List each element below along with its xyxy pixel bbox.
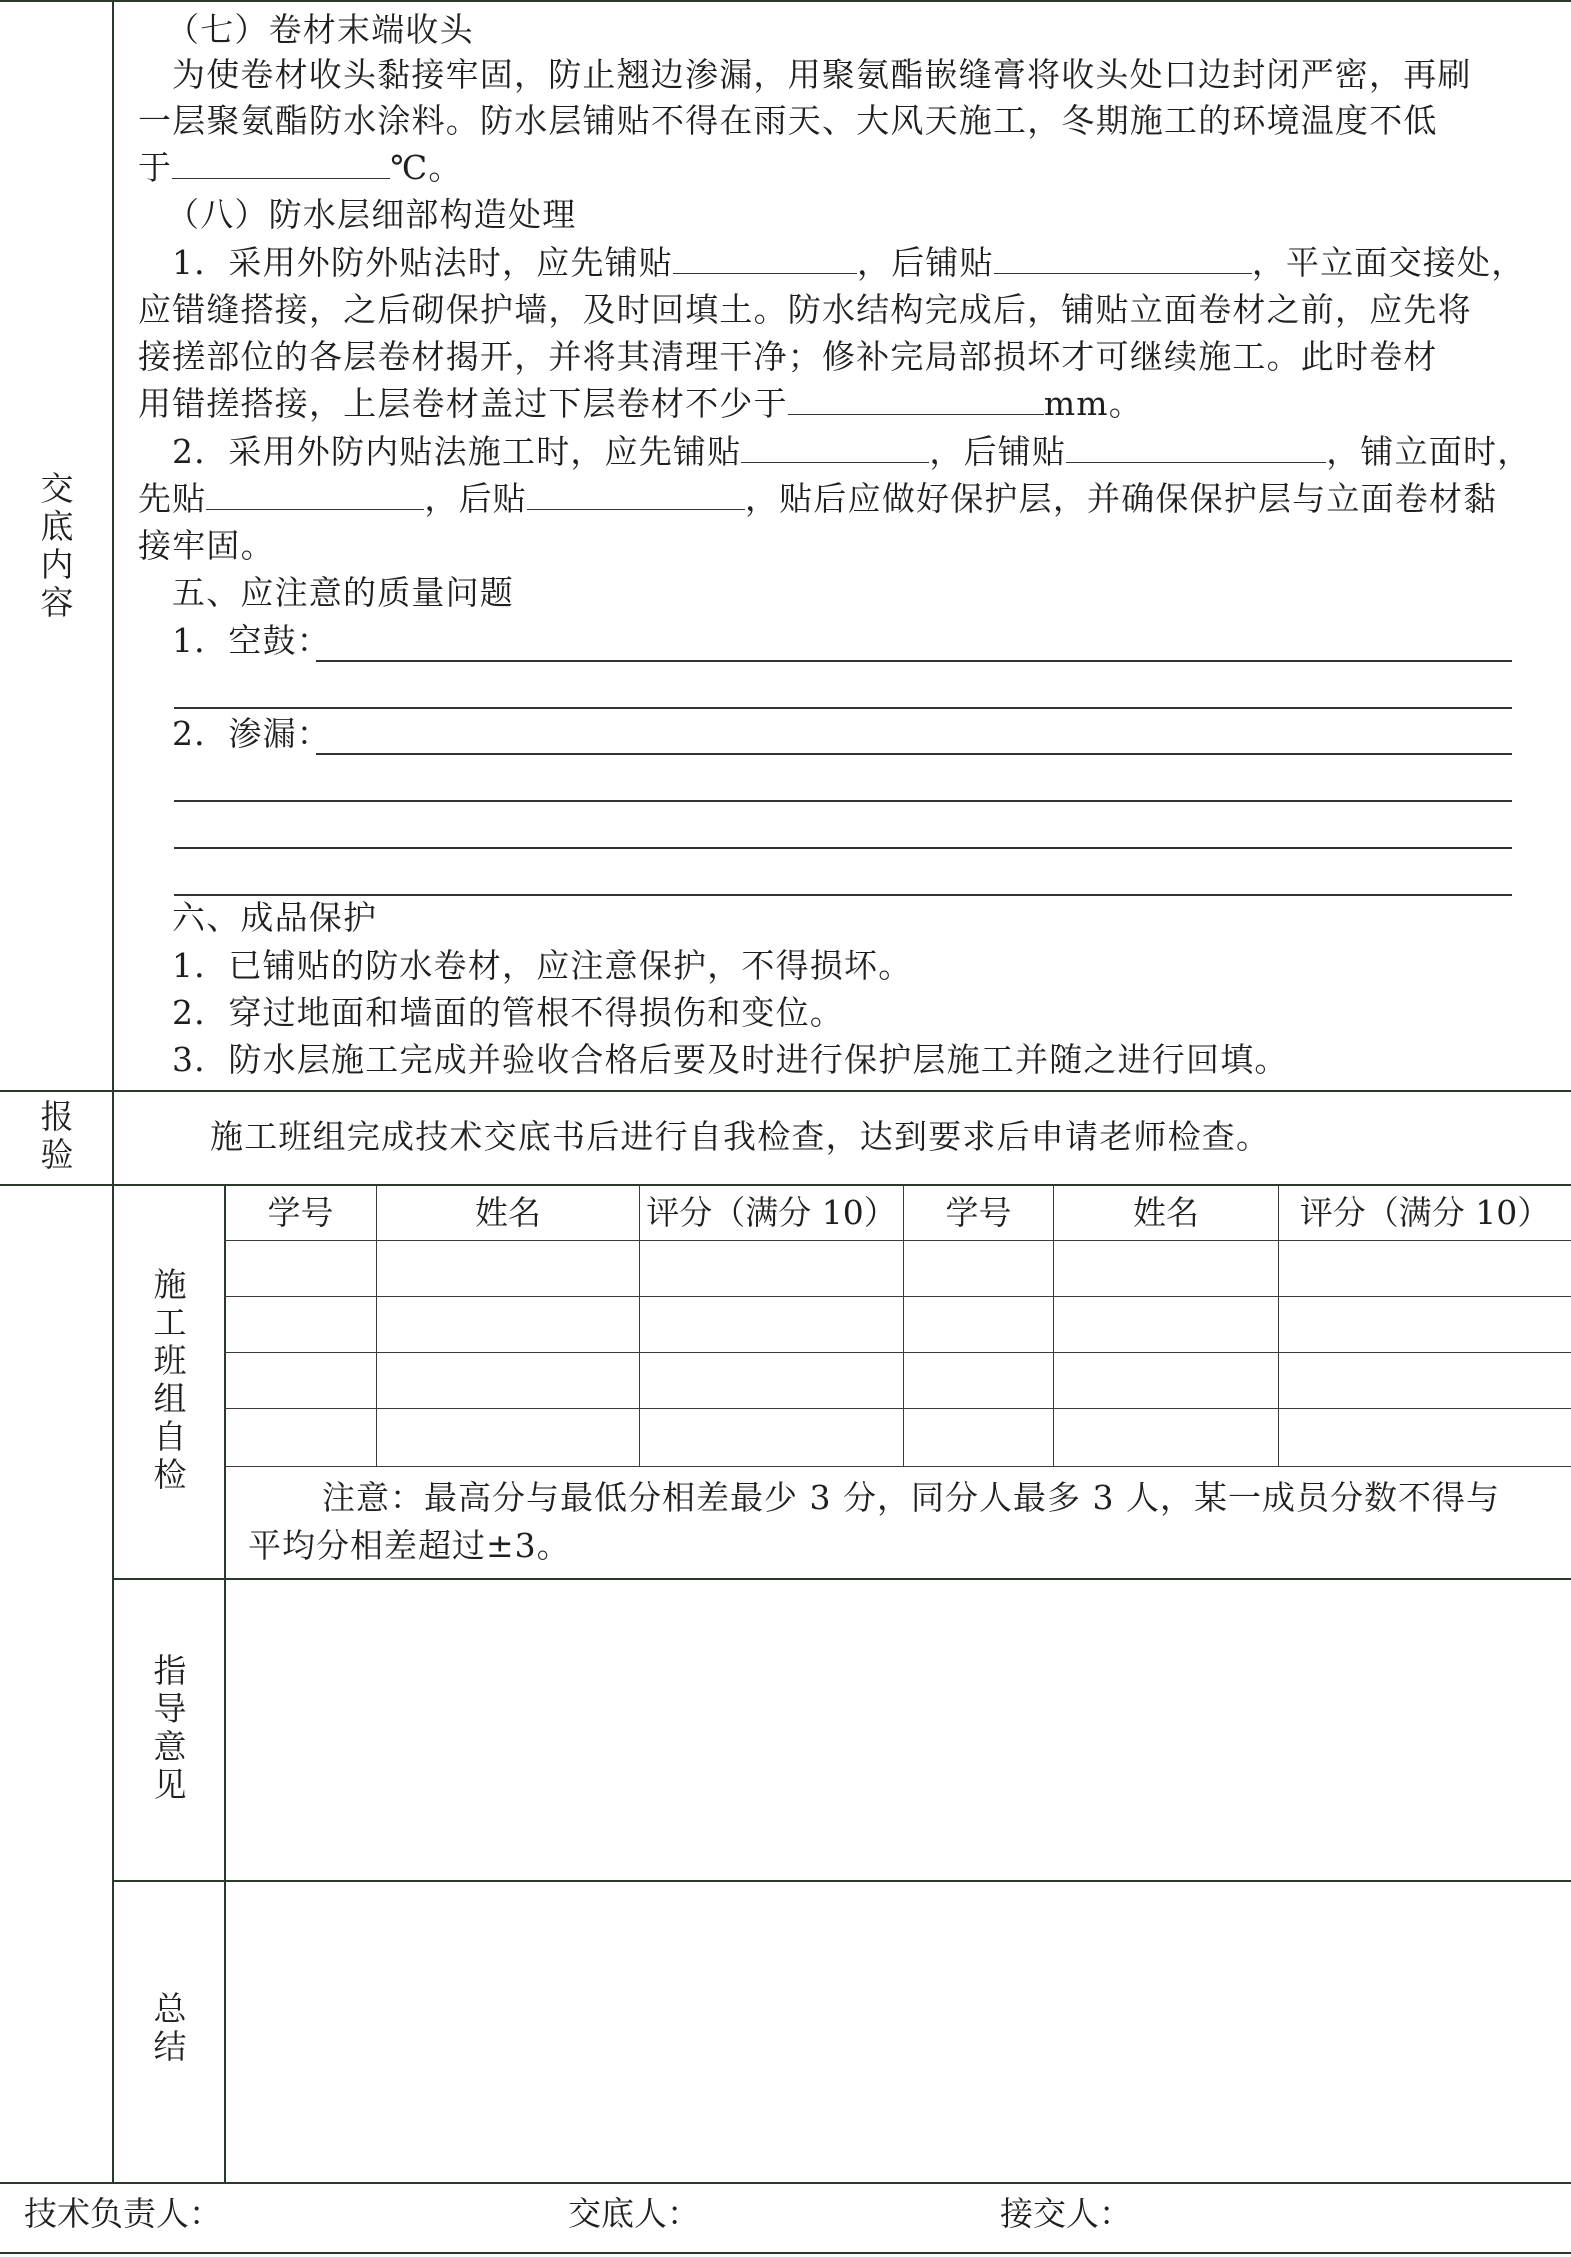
item2-line2-a: 先贴 bbox=[138, 479, 207, 518]
summary-bottom-border bbox=[0, 2182, 1571, 2184]
inner-label-divider bbox=[224, 1184, 226, 2182]
header-name-2: 姓名 bbox=[1133, 1193, 1199, 1232]
content-bottom-border bbox=[0, 1090, 1571, 1092]
table-row-3-bottom bbox=[224, 1408, 1571, 1409]
guidance-bottom-border bbox=[112, 1880, 1571, 1882]
header-score-2: 评分（满分 10） bbox=[1299, 1193, 1551, 1232]
item1-line3: 接搓部位的各层卷材揭开，并将其清理干净；修补完局部损坏才可继续施工。此时卷材 bbox=[138, 337, 1438, 376]
second-layer-blank-1[interactable] bbox=[994, 243, 1252, 274]
item1-line1-b: ，后铺贴 bbox=[857, 243, 994, 282]
item2-line1-c: ，铺立面时， bbox=[1326, 432, 1532, 471]
para7-line3 bbox=[138, 144, 1547, 191]
overlap-length-blank[interactable] bbox=[788, 384, 1044, 415]
item1-line1 bbox=[172, 239, 1547, 286]
item1-line2: 应错缝搭接，之后砌保护墙，及时回填土。防水结构完成后，铺贴立面卷材之前，应先将 bbox=[138, 290, 1472, 329]
top-border bbox=[0, 0, 1571, 2]
header-student-id-2: 学号 bbox=[945, 1193, 1012, 1232]
item2-line1-a: 2．采用外防内贴法施工时，应先铺贴 bbox=[172, 432, 742, 471]
para7-line1: 为使卷材收头黏接牢固，防止翘边渗漏，用聚氨酯嵌缝膏将收头处口边封闭严密，再刷 bbox=[172, 55, 1472, 94]
heading-six: 六、成品保护 bbox=[172, 898, 378, 937]
inspection-text: 施工班组完成技术交底书后进行自我检查，达到要求后申请老师检查。 bbox=[210, 1117, 1271, 1156]
leakage-answer-line-2[interactable] bbox=[174, 800, 1512, 802]
table-row-2-bottom bbox=[224, 1352, 1571, 1353]
first-vertical-blank[interactable] bbox=[206, 479, 424, 510]
leakage-answer-line-1[interactable] bbox=[316, 753, 1512, 755]
protection-item-1: 1．已铺贴的防水卷材，应注意保护，不得损坏。 bbox=[172, 946, 913, 985]
item2-line1 bbox=[172, 428, 1547, 475]
item1-line4-a: 用错搓搭接，上层卷材盖过下层卷材不少于 bbox=[138, 384, 788, 423]
item2-line2-b: ，后贴 bbox=[424, 479, 528, 518]
item1-line4-b: mm。 bbox=[1043, 384, 1143, 423]
summary-side-label: 总 结 bbox=[153, 1989, 187, 2066]
selfcheck-bottom-border bbox=[112, 1578, 1571, 1580]
receiver-label: 接交人： bbox=[1000, 2194, 1132, 2233]
heading-eight: （八）防水层细部构造处理 bbox=[166, 195, 577, 234]
first-layer-blank-2[interactable] bbox=[741, 432, 929, 463]
item2-line1-b: ，后铺贴 bbox=[929, 432, 1067, 471]
quality-item-hollowing: 1．空鼓： bbox=[172, 621, 331, 660]
item1-line1-c: ，平立面交接处， bbox=[1251, 243, 1526, 282]
leakage-answer-line-3[interactable] bbox=[174, 847, 1512, 849]
para7-line3-post: ℃。 bbox=[390, 148, 463, 187]
header-name-1: 姓名 bbox=[475, 1193, 541, 1232]
hollowing-answer-line-1[interactable] bbox=[316, 660, 1512, 662]
para7-line2: 一层聚氨酯防水涂料。防水层铺贴不得在雨天、大风天施工，冬期施工的环境温度不低 bbox=[138, 101, 1438, 140]
table-header-bottom bbox=[224, 1240, 1571, 1241]
item2-line2-c: ，贴后应做好保护层，并确保保护层与立面卷材黏 bbox=[745, 479, 1498, 518]
second-vertical-blank[interactable] bbox=[527, 479, 745, 510]
inspection-side-label: 报 验 bbox=[40, 1097, 74, 1174]
first-layer-blank-1[interactable] bbox=[673, 243, 857, 274]
hollowing-answer-line-2[interactable] bbox=[174, 707, 1512, 709]
quality-item-leakage: 2．渗漏： bbox=[172, 714, 331, 753]
min-temperature-blank[interactable] bbox=[172, 148, 390, 179]
heading-five: 五、应注意的质量问题 bbox=[172, 573, 514, 612]
tech-lead-label: 技术负责人： bbox=[24, 2194, 222, 2233]
selfcheck-note-line2: 平均分相差超过±3。 bbox=[248, 1526, 571, 1565]
item2-line2 bbox=[138, 475, 1547, 522]
header-score-1: 评分（满分 10） bbox=[646, 1193, 897, 1232]
para7-line3-pre: 于 bbox=[138, 148, 173, 187]
content-side-label: 交 底 内 容 bbox=[40, 469, 74, 622]
discloser-label: 交底人： bbox=[568, 2194, 700, 2233]
page-bottom-border bbox=[0, 2252, 1571, 2254]
second-layer-blank-2[interactable] bbox=[1066, 432, 1326, 463]
selfcheck-side-label: 施 工 班 组 自 检 bbox=[153, 1265, 187, 1494]
header-student-id-1: 学号 bbox=[267, 1193, 334, 1232]
protection-item-2: 2．穿过地面和墙面的管根不得损伤和变位。 bbox=[172, 993, 844, 1032]
guidance-side-label: 指 导 意 见 bbox=[153, 1651, 187, 1804]
heading-seven: （七）卷材末端收头 bbox=[166, 10, 474, 49]
selfcheck-note-line1: 注意：最高分与最低分相差最少 3 分，同分人最多 3 人，某一成员分数不得与 bbox=[322, 1478, 1500, 1517]
table-row-1-bottom bbox=[224, 1296, 1571, 1297]
item1-line1-a: 1．采用外防外贴法时，应先铺贴 bbox=[172, 243, 673, 282]
table-row-4-bottom bbox=[224, 1466, 1571, 1467]
item1-line4 bbox=[138, 380, 1547, 427]
item2-line3: 接牢固。 bbox=[138, 526, 275, 565]
protection-item-3: 3．防水层施工完成并验收合格后要及时进行保护层施工并随之进行回填。 bbox=[172, 1040, 1289, 1079]
